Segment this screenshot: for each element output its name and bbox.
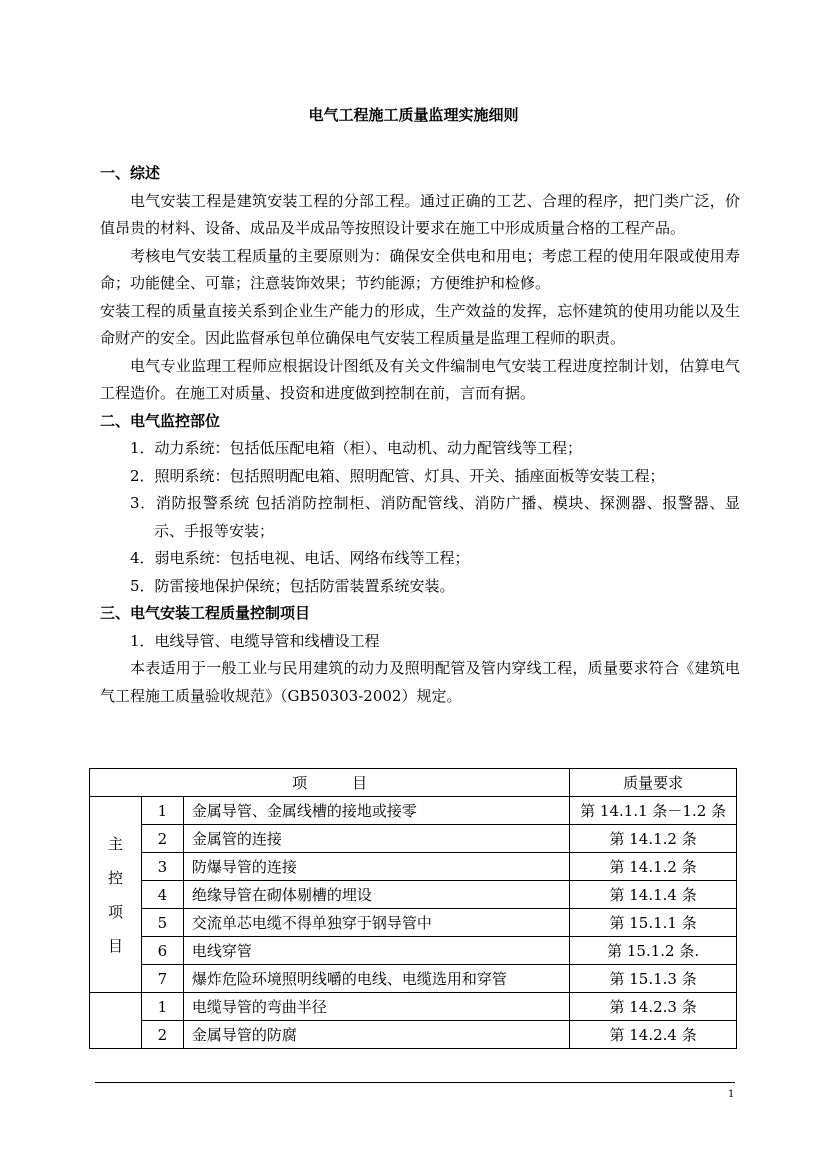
row-number: 1 [141,797,183,825]
table-row [90,881,737,909]
table-row [90,853,737,881]
group-char: 主 [107,834,123,853]
page-number: 1 [728,1089,735,1100]
section-3-subheading: 1．电线导管、电缆导管和线槽设工程 [130,631,380,650]
footer-divider [95,1082,735,1083]
table-row [90,909,737,937]
row-item: 爆炸危险环境照明线嚼的电线、电缆选用和穿管 [183,965,569,993]
row-number: 2 [141,825,183,853]
row-requirement: 第 14.1.2 条 [570,853,737,881]
table-header-row [90,769,737,797]
table-row [90,825,737,853]
table-row [90,965,737,993]
row-number: 2 [141,1021,183,1049]
table-row [90,937,737,965]
document-title: 电气工程施工质量监理实施细则 [308,106,519,124]
main-control-group-label [90,797,142,993]
section-2-item: 2．照明系统：包括照明配电箱、照明配管、灯具、开关、插座面板等安装工程； [130,466,665,485]
row-number: 1 [141,993,183,1021]
section-1-paragraph-3: 安装工程的质量直接关系到企业生产能力的形成，生产效益的发挥，忘怀建筑的使用功能以及生命财产的安全。因此监督承包单位确保电气安装工程质量是监理工程师的职责。 [100,301,740,347]
section-3-heading: 三、电气安装工程质量控制项目 [100,604,311,622]
quality-control-table [89,768,737,1049]
row-requirement: 第 14.2.4 条 [570,1021,737,1049]
table-header-item: 项 目 [90,769,570,797]
row-item: 金属管的连接 [183,825,569,853]
row-item: 金属导管的防腐 [183,1021,569,1049]
document-body [100,160,740,710]
section-2-item: 1．动力系统：包括低压配电箱（柜）、电动机、动力配管线等工程； [130,439,583,457]
row-requirement: 第 14.1.4 条 [570,881,737,909]
section-2-heading: 二、电气监控部位 [100,411,221,430]
row-item: 金属导管、金属线槽的接地或接零 [183,797,569,825]
group-char: 控 [107,868,123,887]
row-requirement: 第 14.2.3 条 [570,993,737,1021]
row-item: 绝缘导管在砌体剔槽的埋设 [183,881,569,909]
row-number: 6 [141,937,183,965]
table-row [90,1021,737,1049]
table-row [90,993,737,1021]
table-header-requirement: 质量要求 [570,769,737,797]
row-number: 7 [141,965,183,993]
section-2-item: 5．防雷接地保护保统；包括防雷装置系统安装。 [130,576,455,595]
row-requirement: 第 15.1.2 条. [570,937,737,965]
section-1-paragraph-2: 考核电气安装工程质量的主要原则为：确保安全供电和用电；考虑工程的使用年限或使用寿命；功能健全、可靠；注意装饰效果；节约能源；方便维护和检修。 [100,246,740,292]
section-1-heading: 一、综述 [100,164,161,182]
row-requirement: 第 15.1.1 条 [570,909,737,937]
row-number: 3 [141,853,183,881]
group-char: 项 [107,902,123,921]
row-requirement: 第 15.1.3 条 [570,965,737,993]
section-1-paragraph-1: 电气安装工程是建筑安装工程的分部工程。通过正确的工艺、合理的程序，把门类广泛，价值昂贵的材料、设备、成品及半成品等按照设计要求在施工中形成质量合格的工程产品。 [100,191,740,237]
section-3-paragraph-1: 本表适用于一般工业与民用建筑的动力及照明配管及管内穿线工程，质量要求符合《建筑电气工程施工质量验收规范》（GB50303-2002）规定。 [100,659,740,705]
table-row [90,797,737,825]
group-char: 目 [107,936,123,955]
row-item: 电线穿管 [183,937,569,965]
section-2-item: 3．消防报警系统 包括消防控制柜、消防配管线、消防广播、模块、探测器、报警器、显示、手报等安装； [130,494,740,540]
row-requirement: 第 14.1.1 条－1.2 条 [570,797,737,825]
section-2-item: 4．弱电系统：包括电视、电话、网络布线等工程； [130,549,470,567]
row-item: 防爆导管的连接 [183,853,569,881]
row-number: 4 [141,881,183,909]
row-number: 5 [141,909,183,937]
row-requirement: 第 14.1.2 条 [570,825,737,853]
general-group-label [90,993,142,1049]
row-item: 电缆导管的弯曲半径 [183,993,569,1021]
section-1-paragraph-4: 电气专业监理工程师应根据设计图纸及有关文件编制电气安装工程进度控制计划，估算电气工程造价。在施工对质量、投资和进度做到控制在前，言而有据。 [100,356,740,402]
row-item: 交流单芯电缆不得单独穿于钢导管中 [183,909,569,937]
